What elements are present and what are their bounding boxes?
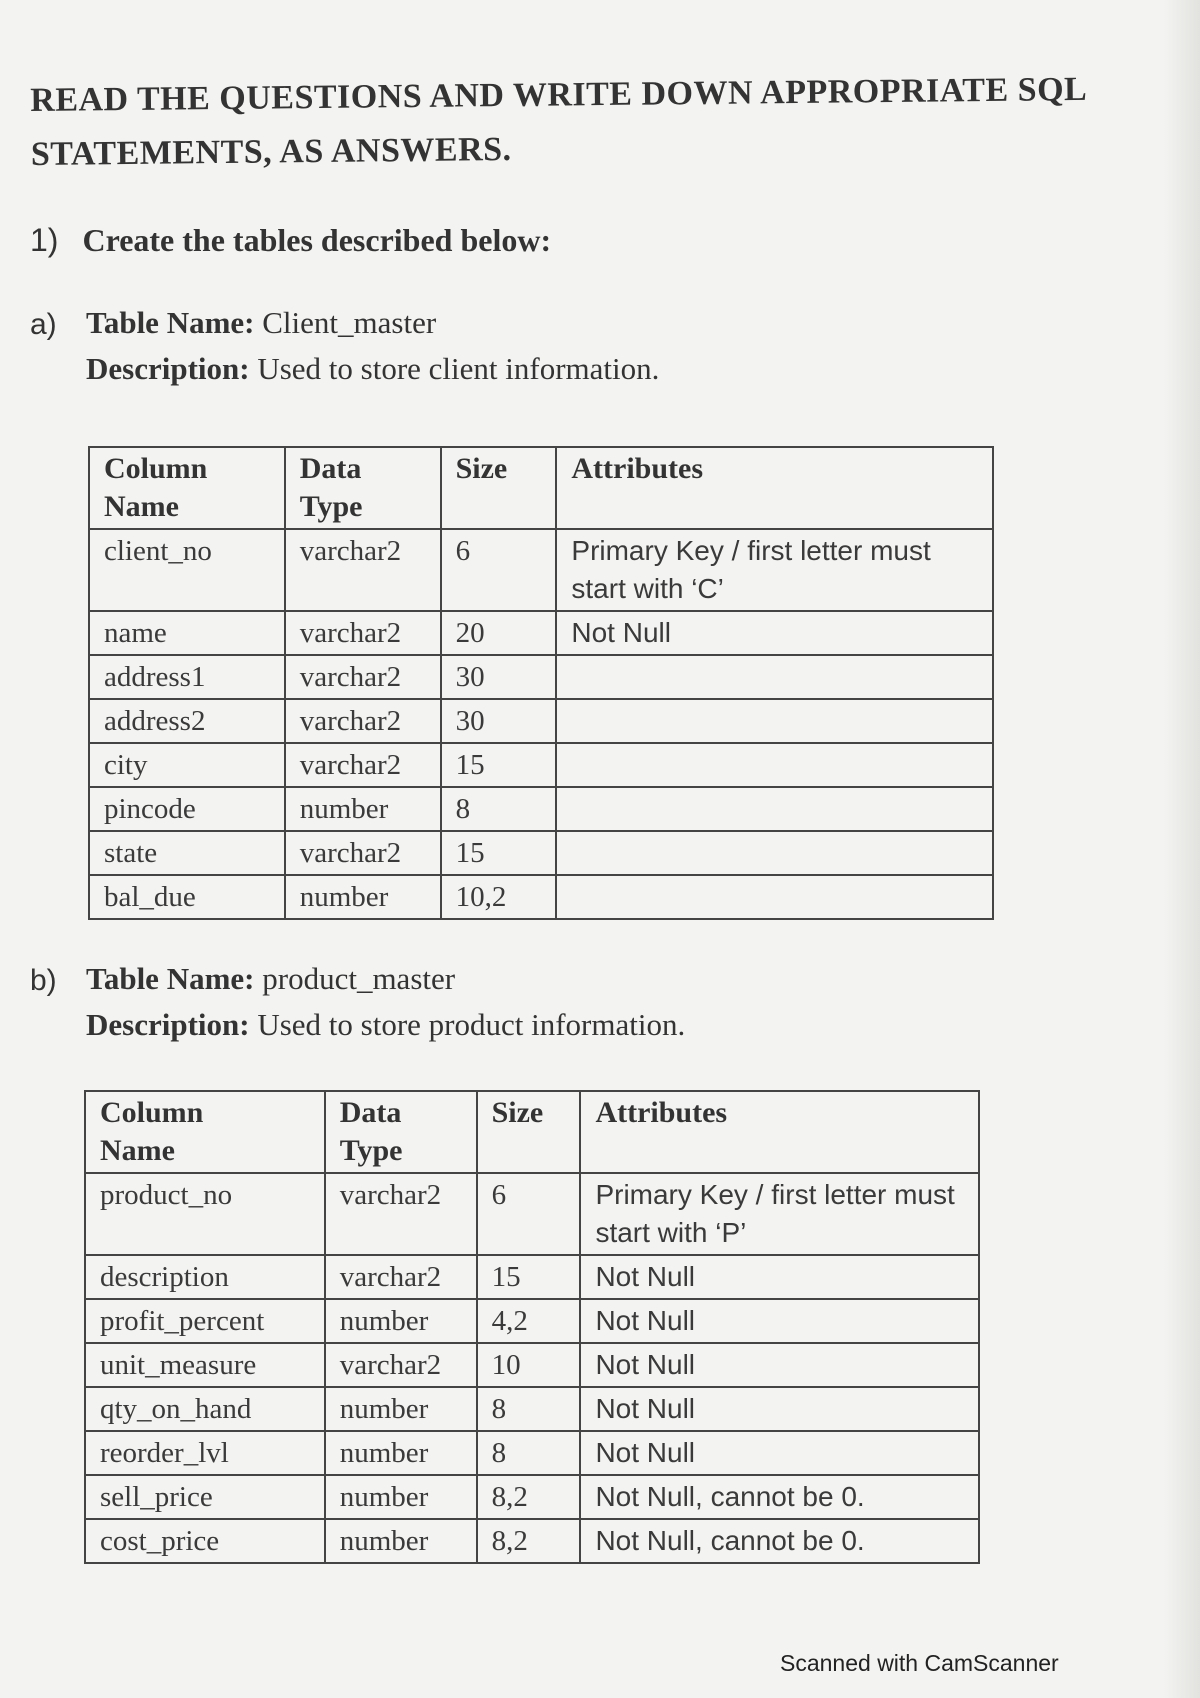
cell-data-type: varchar2 [325,1255,477,1299]
table-a-desc-line [86,346,659,392]
table-row [85,1519,979,1563]
cell-column-name: description [85,1255,325,1299]
heading-line-2: STATEMENTS, AS ANSWERS. [30,130,512,173]
cell-attributes: Primary Key / first letter must start with ‘C’ [556,529,993,611]
cell-size: 8 [477,1431,581,1475]
table-b-name-line [86,956,685,1002]
cell-size: 20 [441,611,557,655]
table-a-name: Client_master [262,305,437,340]
table-row [85,1475,979,1519]
cell-data-type: number [285,875,441,919]
header-data-type: Data Type [325,1091,477,1173]
cell-size: 10 [477,1343,581,1387]
cell-attributes: Primary Key / first letter must start with ‘P’ [580,1173,979,1255]
table-a-name-line [86,300,659,346]
cell-column-name: sell_price [85,1475,325,1519]
cell-data-type: number [285,787,441,831]
cell-attributes [556,787,993,831]
cell-data-type: varchar2 [285,529,441,611]
table-header-row [85,1091,979,1173]
cell-size: 30 [441,655,557,699]
cell-attributes [556,655,993,699]
cell-attributes [556,831,993,875]
cell-column-name: qty_on_hand [85,1387,325,1431]
cell-data-type: varchar2 [285,611,441,655]
table-row [85,1299,979,1343]
table-b-desc-line [86,1002,685,1048]
cell-size: 8,2 [477,1475,581,1519]
table-header-row [89,447,993,529]
cell-attributes: Not Null [580,1299,979,1343]
table-a-desc: Used to store client information. [257,351,660,386]
table-b-name: product_master [262,961,456,996]
cell-data-type: varchar2 [285,831,441,875]
table-row [89,529,993,611]
cell-attributes: Not Null [580,1431,979,1475]
cell-attributes: Not Null [580,1387,979,1431]
header-size: Size [441,447,557,529]
table-row [89,875,993,919]
table-row [85,1387,979,1431]
cell-attributes: Not Null, cannot be 0. [580,1519,979,1563]
cell-size: 15 [441,831,557,875]
cell-size: 15 [441,743,557,787]
cell-column-name: reorder_lvl [85,1431,325,1475]
table-row [85,1431,979,1475]
cell-column-name: client_no [89,529,285,611]
question-number: 1) [30,222,59,258]
section-b-info [86,956,685,1048]
table-row [89,831,993,875]
header-data-type: Data Type [285,447,441,529]
table-b-name-label: Table Name: [86,961,255,996]
cell-size: 15 [477,1255,581,1299]
header-attributes: Attributes [556,447,993,529]
cell-column-name: address1 [89,655,285,699]
cell-size: 8 [477,1387,581,1431]
header-column-name: Column Name [85,1091,325,1173]
cell-data-type: varchar2 [285,743,441,787]
table-row [85,1343,979,1387]
table-row [89,743,993,787]
section-a-label: a) [30,308,57,341]
table-b-desc-label: Description: [86,1007,250,1042]
question-1 [30,222,551,259]
cell-attributes: Not Null [580,1255,979,1299]
header-column-name: Column Name [89,447,285,529]
header-attributes: Attributes [580,1091,979,1173]
cell-column-name: name [89,611,285,655]
cell-attributes: Not Null, cannot be 0. [580,1475,979,1519]
cell-data-type: number [325,1431,477,1475]
cell-data-type: varchar2 [325,1173,477,1255]
table-row [89,655,993,699]
page-edge-shadow [1164,0,1200,1698]
cell-size: 6 [441,529,557,611]
cell-column-name: city [89,743,285,787]
cell-size: 4,2 [477,1299,581,1343]
cell-size: 6 [477,1173,581,1255]
cell-data-type: varchar2 [285,699,441,743]
client-master-table [88,446,994,920]
table-row [85,1173,979,1255]
cell-data-type: number [325,1299,477,1343]
cell-column-name: unit_measure [85,1343,325,1387]
camscanner-watermark: Scanned with CamScanner [780,1650,1059,1676]
cell-column-name: address2 [89,699,285,743]
cell-column-name: bal_due [89,875,285,919]
cell-size: 8,2 [477,1519,581,1563]
section-b-label: b) [30,964,57,997]
cell-data-type: number [325,1475,477,1519]
cell-size: 10,2 [441,875,557,919]
page-heading [30,62,1141,182]
cell-size: 8 [441,787,557,831]
cell-column-name: profit_percent [85,1299,325,1343]
table-b-desc: Used to store product information. [257,1007,686,1042]
cell-attributes [556,743,993,787]
product-master-table [84,1090,980,1564]
table-row [85,1255,979,1299]
table-a-name-label: Table Name: [86,305,255,340]
section-a-info [86,300,659,392]
cell-column-name: product_no [85,1173,325,1255]
cell-column-name: state [89,831,285,875]
table-row [89,699,993,743]
cell-attributes [556,875,993,919]
heading-line-1: READ THE QUESTIONS AND WRITE DOWN APPROPRIATE SQL [30,70,1088,119]
cell-attributes [556,699,993,743]
cell-data-type: varchar2 [325,1343,477,1387]
cell-attributes: Not Null [580,1343,979,1387]
cell-data-type: varchar2 [285,655,441,699]
table-row [89,787,993,831]
cell-column-name: cost_price [85,1519,325,1563]
cell-data-type: number [325,1387,477,1431]
cell-column-name: pincode [89,787,285,831]
table-a-desc-label: Description: [86,351,250,386]
cell-data-type: number [325,1519,477,1563]
cell-size: 30 [441,699,557,743]
cell-attributes: Not Null [556,611,993,655]
table-row [89,611,993,655]
question-text: Create the tables described below: [82,222,552,258]
header-size: Size [477,1091,581,1173]
